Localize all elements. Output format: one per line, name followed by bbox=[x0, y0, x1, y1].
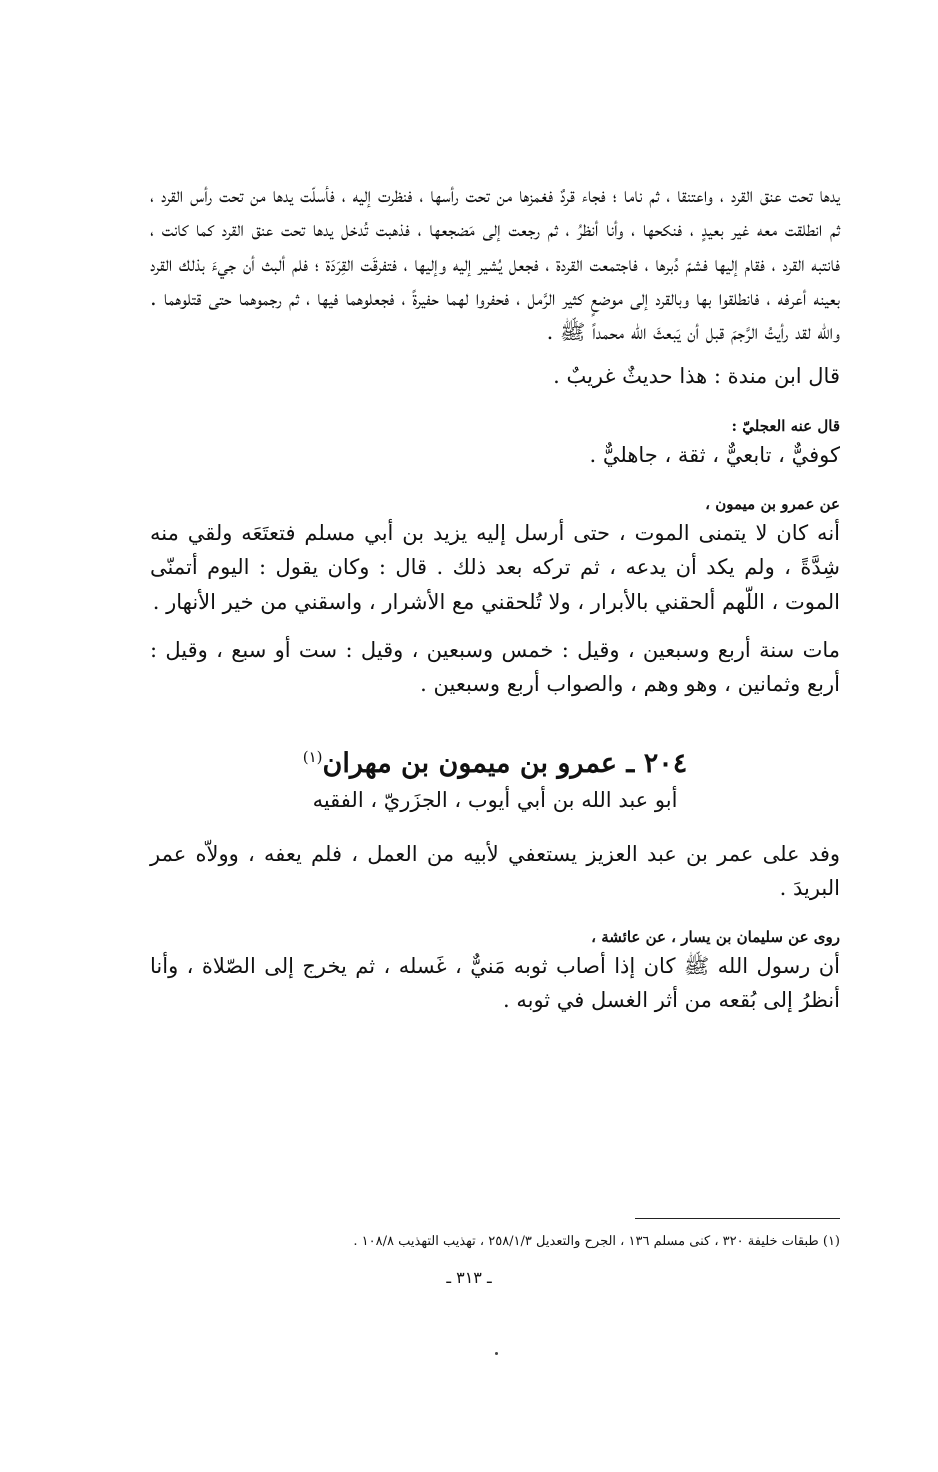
entry-heading-text: ٢٠٤ ـ عمرو بن ميمون بن مهران bbox=[322, 747, 688, 779]
ibn-mandah-remark: قال ابن مندة : هذا حديثٌ غريبٌ . bbox=[553, 364, 840, 389]
ijli-text: كوفيٌّ ، تابعيٌّ ، ثقة ، جاهليٌّ . bbox=[589, 442, 840, 467]
footnote-text: (١) طبقات خليفة ٣٢٠ ، كنى مسلم ١٣٦ ، الجرح والتعديل ٢٥٨/١/٣ ، تهذيب التهذيب ١٠٨/٨ . bbox=[353, 1234, 840, 1249]
amr-label: عن عمرو بن ميمون ، bbox=[705, 495, 840, 514]
amr-narration: أنه كان لا يتمنى الموت ، حتى أرسل إليه يزيد بن أبي مسلم فتعتَعَه ولقي منه شِدَّةً ، ولم يكد أن يدعه ، ثم تركه بعد ذلك . قال : وكان يقول : اليوم أتمنّى الموت ، اللّهم ألحقني بالأبرار ، ولا تُلحقني مع الأشرار ، واسقني من خير الأنهار . bbox=[150, 521, 840, 614]
entry-subheading: أبو عبد الله بن أبي أيوب ، الجزَريّ ، الفقيه bbox=[312, 787, 678, 812]
footnote-marker: (١) bbox=[302, 747, 323, 766]
narration-label: روى عن سليمان بن يسار ، عن عائشة ، bbox=[591, 928, 840, 947]
ijli-label: قال عنه العجليّ : bbox=[731, 416, 840, 435]
death-paragraph: مات سنة أربع وسبعين ، وقيل : خمس وسبعين ، وقيل : ست أو سبع ، وقيل : أربع وثمانين ، وهو وهم ، والصواب أربع وسبعين . bbox=[150, 637, 841, 697]
page-body bbox=[150, 178, 840, 1018]
page-number: ـ ٣١٣ ـ bbox=[446, 1268, 492, 1287]
scan-speck bbox=[495, 1352, 498, 1355]
entry-heading bbox=[150, 738, 840, 783]
entry-narration: أن رسول الله ﷺ كان إذا أصاب ثوبه مَنيٌّ ، غَسله ، ثم يخرج إلى الصّلاة ، وأنا أنظرُ إلى بُقعه من أثر الغسل في ثوبه . bbox=[150, 954, 840, 1013]
intro-paragraph: يدها تحت عنق القرد ، واعتنقا ، ثم ناما ؛ فجاء قردٌ فغمزها من تحت رأسها ، فنظرت إليه ، فأسلّت يدها من تحت رأس القرد ، ثم انطلقت معه غير بعيدٍ ، فنكحها ، وأنا أنظرُ ، ثم رجعت إلى مَضجعها ، فذهبت تُدخل يدها تحت عنق القرد كما كانت ، فانتبه القرد ، فقام إليها فشمّ دُبرها ، فاجتمعت القردة ، فجعل يُشير إليه وإليها ، فتفرقَت القِرَدَة ؛ فلم ألبث أن جيءَ بذلك القرد بعينه أعرفه ، فانطلقوا بها وبالقرد إلى موضعٍ كثير الرَّمل ، فحفروا لهما حفيرةً ، فجعلوهما فيها ، ثم رجموهما حتى قتلوهما . والله لقد رأيتُ الرَّجمَ قبل أن يَبعثَ الله محمداً ﷺ . bbox=[150, 183, 840, 345]
entry-bio: وفد على عمر بن عبد العزيز يستعفي لأبيه من العمل ، فلم يعفه ، وولاّه عمر البريدَ . bbox=[150, 841, 840, 900]
footnote-divider bbox=[635, 1218, 840, 1219]
